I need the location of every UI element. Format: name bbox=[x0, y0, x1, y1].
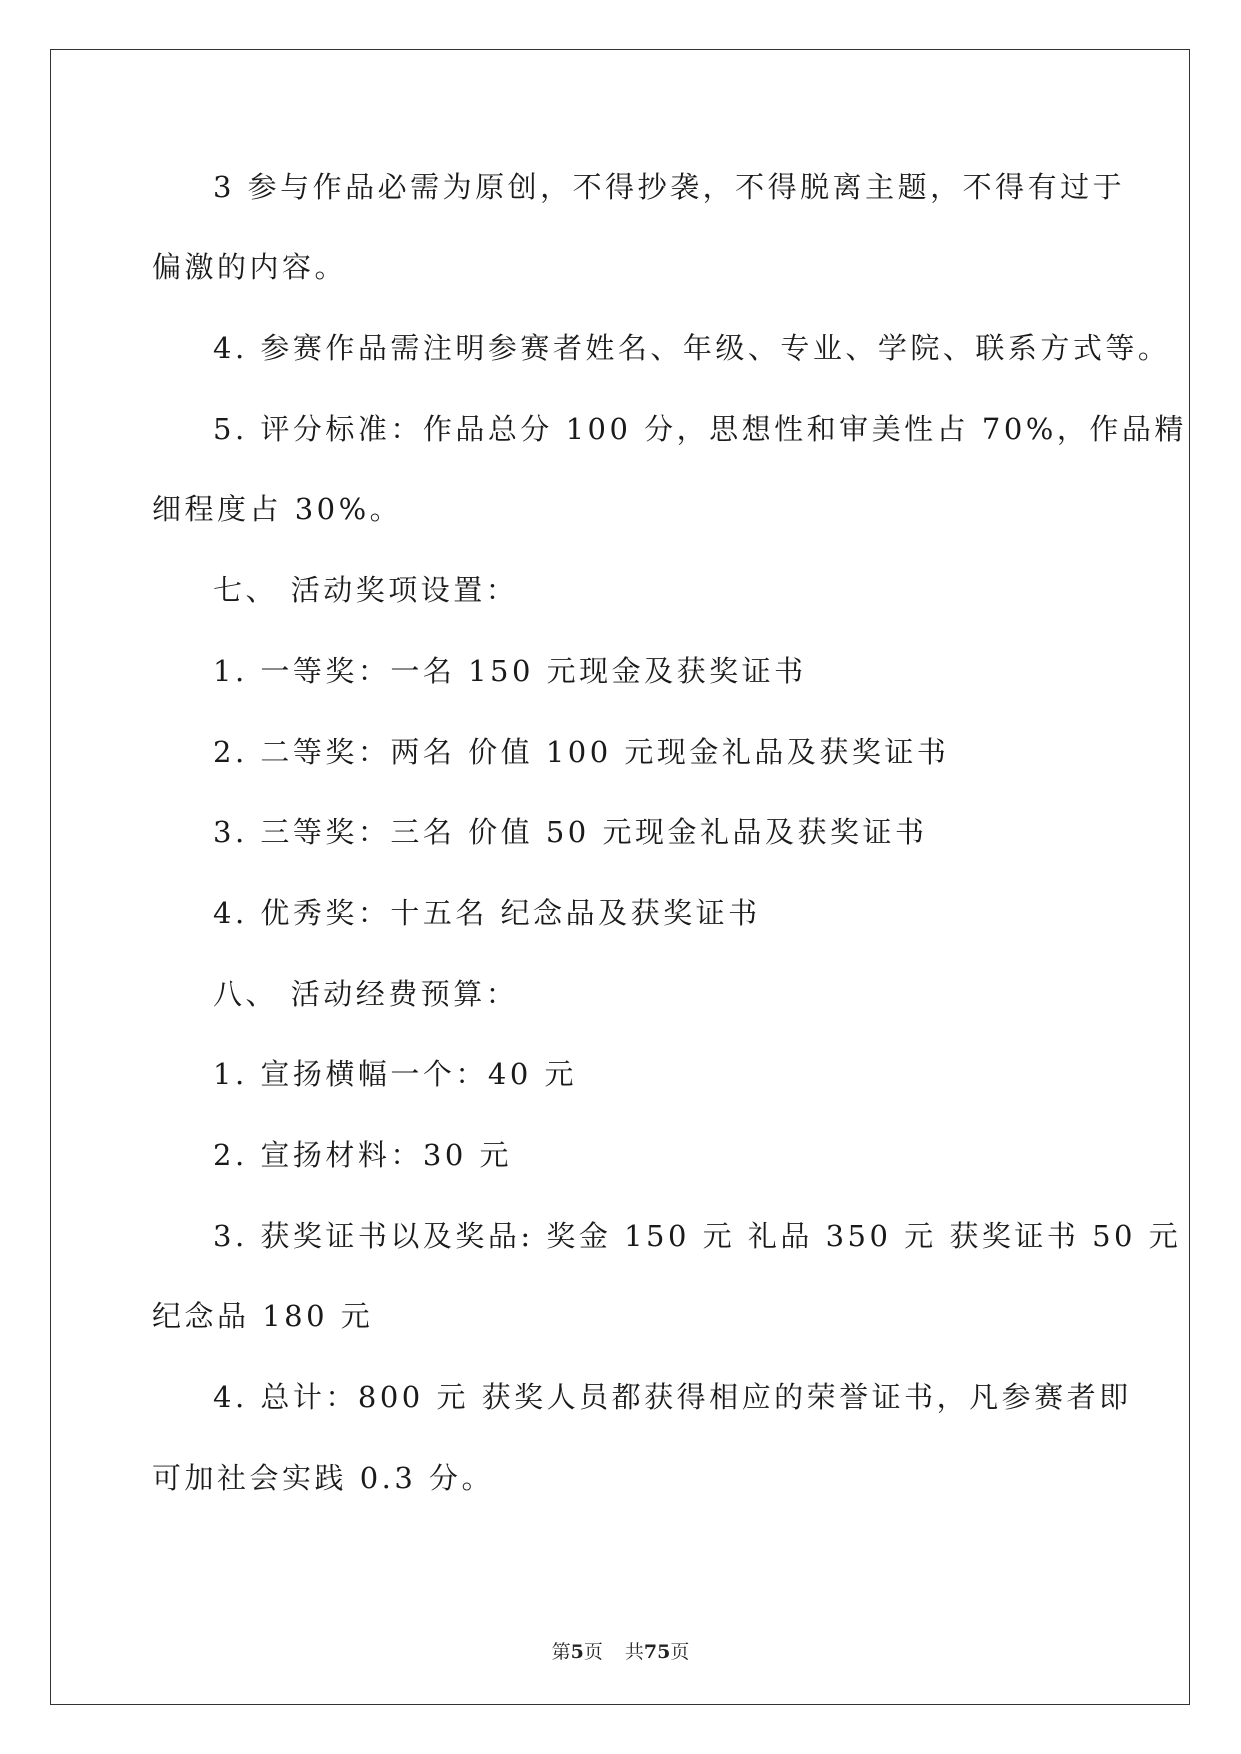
paragraph-rule-5: 5. 评分标准：作品总分 100 分，思想性和审美性占 70%，作品精 bbox=[213, 412, 1187, 446]
award-excellence: 4. 优秀奖：十五名 纪念品及获奖证书 bbox=[213, 896, 761, 930]
paragraph-rule-3-cont: 偏激的内容。 bbox=[152, 250, 348, 284]
page-footer bbox=[0, 1637, 1241, 1664]
footer-prefix: 第 bbox=[551, 1641, 571, 1663]
budget-prizes-cont: 纪念品 180 元 bbox=[152, 1299, 374, 1333]
budget-total: 4. 总计：800 元 获奖人员都获得相应的荣誉证书，凡参赛者即 bbox=[213, 1380, 1132, 1414]
award-third: 3. 三等奖：三名 价值 50 元现金礼品及获奖证书 bbox=[213, 815, 928, 849]
footer-total-suffix: 页 bbox=[670, 1641, 690, 1663]
paragraph-rule-4: 4. 参赛作品需注明参赛者姓名、年级、专业、学院、联系方式等。 bbox=[213, 331, 1171, 365]
award-second: 2. 二等奖：两名 价值 100 元现金礼品及获奖证书 bbox=[213, 735, 950, 769]
budget-prizes: 3. 获奖证书以及奖品: 奖金 150 元 礼品 350 元 获奖证书 50 元 bbox=[213, 1219, 1182, 1253]
footer-page-suffix: 页 bbox=[583, 1641, 603, 1663]
footer-page-number: 5 bbox=[570, 1641, 584, 1663]
paragraph-rule-5-cont: 细程度占 30%。 bbox=[152, 492, 403, 526]
award-first: 1. 一等奖：一名 150 元现金及获奖证书 bbox=[213, 654, 807, 688]
budget-banner: 1. 宣扬横幅一个：40 元 bbox=[213, 1057, 578, 1091]
budget-materials: 2. 宣扬材料：30 元 bbox=[213, 1138, 513, 1172]
footer-total-pages: 75 bbox=[643, 1641, 671, 1663]
budget-total-cont: 可加社会实践 0.3 分。 bbox=[152, 1461, 495, 1495]
paragraph-rule-3: 3 参与作品必需为原创，不得抄袭，不得脱离主题，不得有过于 bbox=[213, 170, 1126, 204]
footer-total-prefix: 共 bbox=[624, 1641, 644, 1663]
section-heading-awards: 七、 活动奖项设置： bbox=[213, 573, 519, 607]
page-border bbox=[50, 49, 1190, 1705]
section-heading-budget: 八、 活动经费预算： bbox=[213, 977, 519, 1011]
